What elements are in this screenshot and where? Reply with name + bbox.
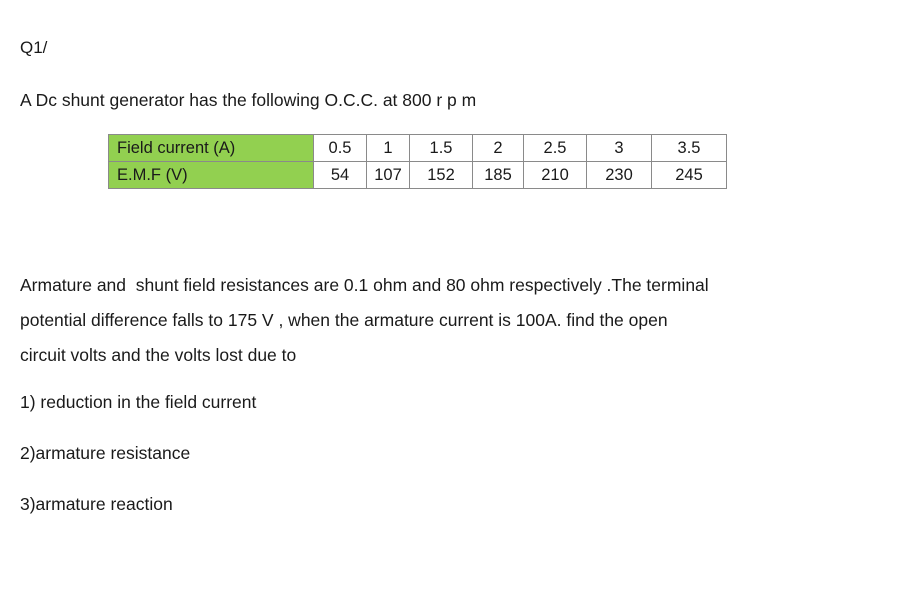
table-cell: 3 xyxy=(587,135,652,162)
problem-paragraph xyxy=(20,268,910,373)
row-header-emf: E.M.F (V) xyxy=(109,162,314,189)
occ-table xyxy=(108,134,727,189)
table-cell: 210 xyxy=(524,162,587,189)
table-cell: 1 xyxy=(367,135,410,162)
row-header-field-current: Field current (A) xyxy=(109,135,314,162)
table-row-field-current xyxy=(109,135,727,162)
list-item: 3)armature reaction xyxy=(20,494,173,514)
paragraph-line-3: circuit volts and the volts lost due to xyxy=(20,345,297,365)
intro-text: A Dc shunt generator has the following O.C.C. at 800 r p m xyxy=(20,90,477,110)
table-cell: 245 xyxy=(652,162,727,189)
table-cell: 2.5 xyxy=(524,135,587,162)
question-label: Q1/ xyxy=(20,38,48,57)
table-cell: 152 xyxy=(410,162,473,189)
table-row-emf xyxy=(109,162,727,189)
paragraph-line-1: Armature and shunt field resistances are 0.1 ohm and 80 ohm respectively .The terminal xyxy=(20,275,709,295)
table-cell: 230 xyxy=(587,162,652,189)
table-cell: 0.5 xyxy=(314,135,367,162)
list-item: 1) reduction in the field current xyxy=(20,392,257,412)
table-cell: 107 xyxy=(367,162,410,189)
table-cell: 54 xyxy=(314,162,367,189)
table-cell: 1.5 xyxy=(410,135,473,162)
table-cell: 185 xyxy=(473,162,524,189)
table-cell: 2 xyxy=(473,135,524,162)
list-item: 2)armature resistance xyxy=(20,443,191,463)
table-cell: 3.5 xyxy=(652,135,727,162)
paragraph-line-2: potential difference falls to 175 V , when the armature current is 100A. find the open xyxy=(20,310,668,330)
